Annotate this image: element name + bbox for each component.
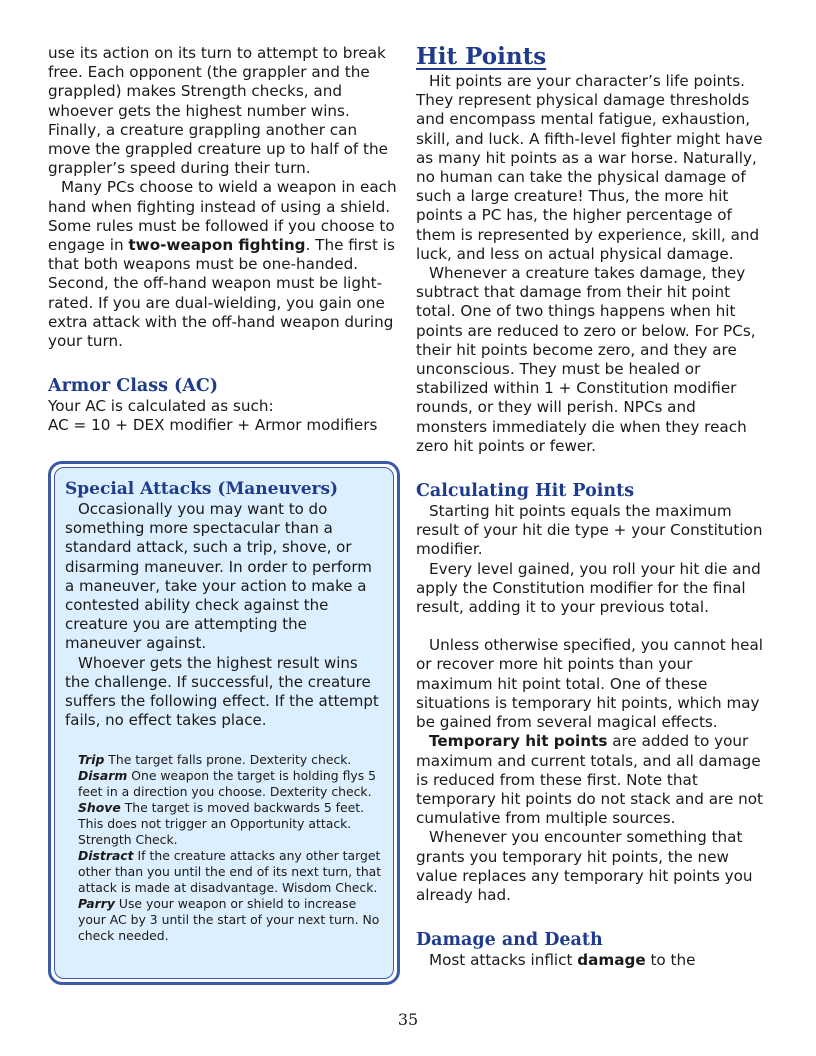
- maneuvers-paragraph: Occasionally you may want to do something more spectacular than a standard attack, such a trip, shove, or disarming maneuver. In order to perform a maneuver, take your action to make a contested ability check against the creature you are attempting the maneuver against.: [65, 500, 372, 653]
- paragraph-two-weapon: [48, 178, 400, 351]
- maneuver-desc: The target is moved backwards 5 feet. This does not trigger an Opportunity attack. Strength Check.: [78, 800, 365, 848]
- two-weapon-text-b: . The first is that both weapons must be one-handed. Second, the off-hand weapon must be light-rated. If you are dual-wielding, you gain one extra attack with the off-hand weapon during your turn.: [48, 236, 395, 351]
- right-column: [416, 42, 770, 970]
- damage-text-a: Most attacks inflict: [429, 951, 578, 970]
- left-column: [48, 44, 400, 436]
- hit-points-heading: Hit Points: [416, 43, 547, 70]
- maneuver-item-disarm: [78, 768, 383, 800]
- maneuvers-sidebar: [48, 461, 400, 985]
- paragraph-grapple: use its action on its turn to attempt to break free. Each opponent (the grappler and the grappled) makes Strength checks, and whoever gets the highest number wins. Finally, a creature grappling another can move the grappled creature up to half of the grappler’s speed during their turn.: [48, 44, 388, 178]
- hit-points-paragraph: Hit points are your character’s life points. They represent physical damage thresholds and encompass mental fatigue, exhaustion, skill, and luck. A fifth-level fighter might have as many hit points as a war horse. Naturally, no human can take the physical damage of such a large creature! Thus, the more hit points a PC has, the higher percentage of them is represented by experience, skill, and luck, and less on actual physical damage.: [416, 72, 763, 263]
- damage-term: damage: [577, 951, 646, 970]
- calculating-paragraph: Whenever you encounter something that grants you temporary hit points, the new value replaces any temporary hit points you already had.: [416, 828, 753, 904]
- temporary-hit-points-text: are added to your maximum and current totals, and all damage is reduced from these first. Note that temporary hit points do not stack and are not cumulative from multiple sources.: [416, 732, 764, 828]
- spacer: [48, 351, 400, 375]
- spacer: [416, 617, 770, 636]
- calculating-paragraph: Unless otherwise specified, you cannot heal or recover more hit points than your maximum hit point total. One of these situations is temporary hit points, which may be gained from several magical effects.: [416, 636, 764, 732]
- maneuver-term: Trip: [78, 752, 105, 768]
- armor-class-line-1: Your AC is calculated as such:: [48, 397, 274, 416]
- temporary-hit-points-paragraph: [416, 732, 770, 828]
- maneuver-item-shove: [78, 800, 383, 848]
- page-number: 35: [397, 1010, 419, 1029]
- maneuvers-paragraph: Whoever gets the highest result wins the challenge. If successful, the creature suffers the following effect. If the attempt fails, no effect takes place.: [65, 653, 379, 730]
- spacer: [416, 905, 770, 929]
- armor-class-heading: Armor Class (AC): [48, 376, 219, 397]
- maneuver-item-parry: [78, 896, 383, 944]
- temporary-hit-points-term: Temporary hit points: [429, 732, 608, 751]
- hit-points-paragraph: Whenever a creature takes damage, they subtract that damage from their hit point total. One of two things happens when hit points are reduced to zero or below. For PCs, their hit points become zero, and they are unconscious. They must be healed or stabilized within 1 + Constitution modifier rounds, or they will perish. NPCs and monsters immediately die when they reach zero hit points or fewer.: [416, 264, 756, 455]
- armor-class-formula: AC = 10 + DEX modifier + Armor modifiers: [48, 416, 378, 435]
- damage-and-death-heading: Damage and Death: [416, 930, 603, 951]
- maneuver-desc: The target falls prone. Dexterity check.: [108, 752, 352, 768]
- maneuvers-heading: Special Attacks (Maneuvers): [65, 479, 339, 499]
- calculating-hit-points-heading: Calculating Hit Points: [416, 481, 635, 502]
- maneuver-term: Shove: [78, 800, 121, 816]
- damage-paragraph: [416, 951, 770, 970]
- two-weapon-term: two-weapon fighting: [128, 236, 306, 255]
- maneuver-desc: If the creature attacks any other target other than you until the end of its next turn, that attack is made at disadvantage. Wisdom Check.: [78, 848, 382, 896]
- maneuver-list: [65, 752, 383, 944]
- maneuver-term: Parry: [78, 896, 115, 912]
- calculating-paragraph: Starting hit points equals the maximum result of your hit die type + your Constitution modifier.: [416, 502, 763, 559]
- maneuver-desc: One weapon the target is holding flys 5 feet in a direction you choose. Dexterity check.: [78, 768, 376, 800]
- maneuver-term: Distract: [78, 848, 134, 864]
- two-weapon-text-a: Many PCs choose to wield a weapon in each hand when fighting instead of using a shield. Some rules must be followed if you choose to engage in: [48, 178, 397, 255]
- maneuvers-sidebar-inner: [54, 467, 394, 979]
- spacer: [416, 456, 770, 480]
- maneuver-item-trip: [78, 752, 383, 768]
- maneuver-desc: Use your weapon or shield to increase your AC by 3 until the start of your next turn. No check needed.: [78, 896, 380, 944]
- maneuver-item-distract: [78, 848, 383, 896]
- maneuver-term: Disarm: [78, 768, 128, 784]
- damage-text-b: to the: [645, 951, 696, 970]
- calculating-paragraph: Every level gained, you roll your hit die and apply the Constitution modifier for the final result, adding it to your previous total.: [416, 559, 761, 617]
